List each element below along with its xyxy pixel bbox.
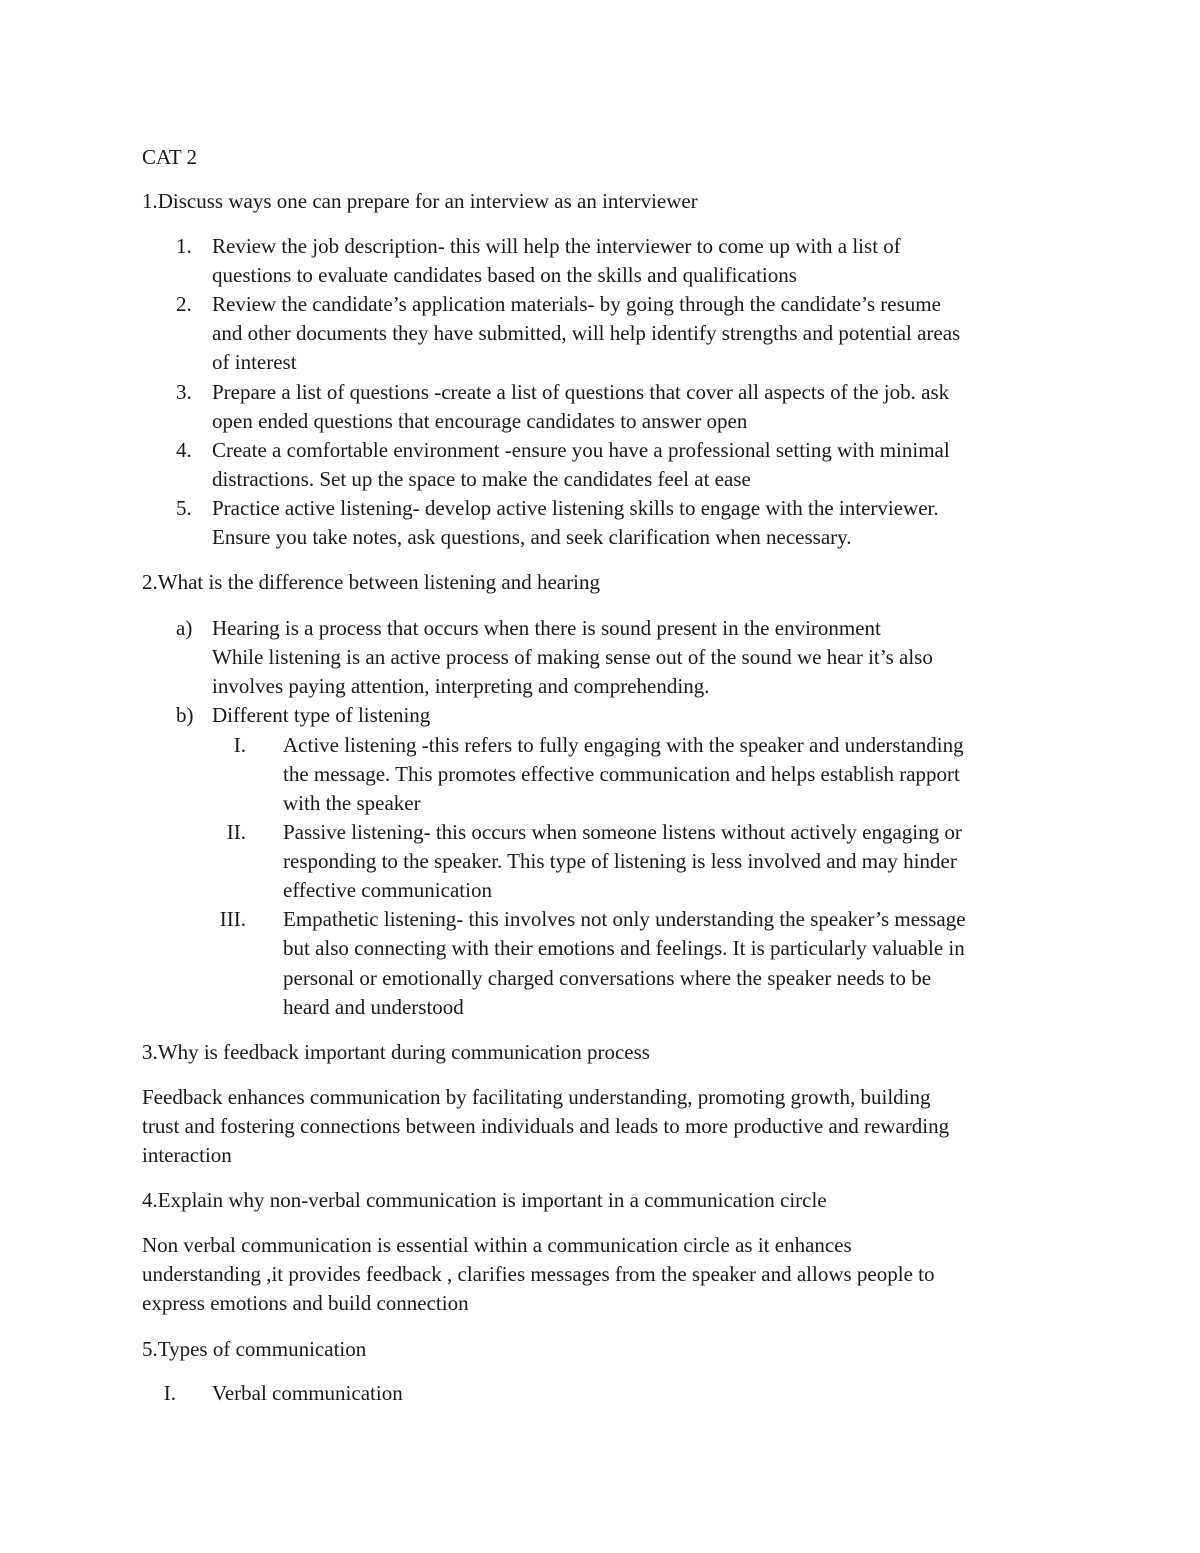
q1-item-1-marker: 1. (176, 234, 192, 258)
q1-item-5-line-1: Practice active listening- develop active listening skills to engage with the interviewer. (212, 496, 939, 520)
q2-item-a-line-2: While listening is an active process of making sense out of the sound we hear it’s also (212, 645, 933, 669)
q3-answer-line-1: Feedback enhances communication by facilitating understanding, promoting growth, building (142, 1085, 931, 1109)
q2-subitem-3-marker: III. (219, 907, 246, 931)
question-4-heading: 4.Explain why non-verbal communication is important in a communication circle (142, 1188, 827, 1212)
q1-item-1-line-1: Review the job description- this will help the interviewer to come up with a list of (212, 234, 901, 258)
q2-subitem-2-line-2: responding to the speaker. This type of listening is less involved and may hinder (283, 849, 957, 873)
q2-subitem-1-line-2: the message. This promotes effective communication and helps establish rapport (283, 762, 960, 786)
q3-answer-line-3: interaction (142, 1143, 232, 1167)
q4-answer-line-3: express emotions and build connection (142, 1291, 469, 1315)
q2-subitem-1-line-3: with the speaker (283, 791, 421, 815)
q5-item-1-marker: I. (163, 1381, 176, 1405)
q2-subitem-3-line-3: personal or emotionally charged conversations where the speaker needs to be (283, 966, 932, 990)
question-2-heading: 2.What is the difference between listening and hearing (142, 570, 600, 594)
q2-subitem-2-line-1: Passive listening- this occurs when someone listens without actively engaging or (283, 820, 962, 844)
q1-item-2-line-1: Review the candidate’s application materials- by going through the candidate’s resume (212, 292, 941, 316)
q1-item-5-marker: 5. (176, 496, 192, 520)
q1-item-4-line-2: distractions. Set up the space to make the candidates feel at ease (212, 467, 751, 491)
q1-item-3-marker: 3. (176, 380, 192, 404)
q5-item-1-line-1: Verbal communication (212, 1381, 403, 1405)
q2-subitem-2-line-3: effective communication (283, 878, 492, 902)
q4-answer-line-1: Non verbal communication is essential within a communication circle as it enhances (142, 1233, 852, 1257)
q1-item-2-line-3: of interest (212, 350, 297, 374)
q2-subitem-2-marker: II. (226, 820, 246, 844)
q2-item-a-line-1: Hearing is a process that occurs when there is sound present in the environment (212, 616, 881, 640)
q2-subitem-3-line-2: but also connecting with their emotions and feelings. It is particularly valuable in (283, 936, 965, 960)
q3-answer-line-2: trust and fostering connections between individuals and leads to more productive and rewarding (142, 1114, 950, 1138)
q2-item-a-marker: a) (176, 616, 193, 640)
question-3-heading: 3.Why is feedback important during communication process (142, 1040, 650, 1064)
q1-item-3-line-2: open ended questions that encourage candidates to answer open (212, 409, 748, 433)
q2-subitem-3-line-1: Empathetic listening- this involves not only understanding the speaker’s message (283, 907, 966, 931)
q2-item-a-line-3: involves paying attention, interpreting and comprehending. (212, 674, 710, 698)
q4-answer-line-2: understanding ,it provides feedback , clarifies messages from the speaker and allows people to (142, 1262, 935, 1286)
q1-item-4-marker: 4. (176, 438, 192, 462)
question-1-heading: 1.Discuss ways one can prepare for an interview as an interviewer (142, 189, 698, 213)
q2-item-b-line-1: Different type of listening (212, 703, 431, 727)
question-5-heading: 5.Types of communication (142, 1337, 367, 1361)
q2-subitem-1-marker: I. (233, 733, 246, 757)
q2-subitem-3-line-4: heard and understood (283, 995, 464, 1019)
document-title: CAT 2 (142, 145, 198, 169)
q2-item-b-marker: b) (176, 703, 194, 727)
q1-item-2-marker: 2. (176, 292, 192, 316)
q1-item-3-line-1: Prepare a list of questions -create a list of questions that cover all aspects of the job. ask (212, 380, 950, 404)
q2-subitem-1-line-1: Active listening -this refers to fully engaging with the speaker and understanding (283, 733, 964, 757)
q1-item-4-line-1: Create a comfortable environment -ensure you have a professional setting with minimal (212, 438, 950, 462)
q1-item-1-line-2: questions to evaluate candidates based on the skills and qualifications (212, 263, 797, 287)
q1-item-2-line-2: and other documents they have submitted, will help identify strengths and potential areas (212, 321, 961, 345)
q1-item-5-line-2: Ensure you take notes, ask questions, and seek clarification when necessary. (212, 525, 852, 549)
